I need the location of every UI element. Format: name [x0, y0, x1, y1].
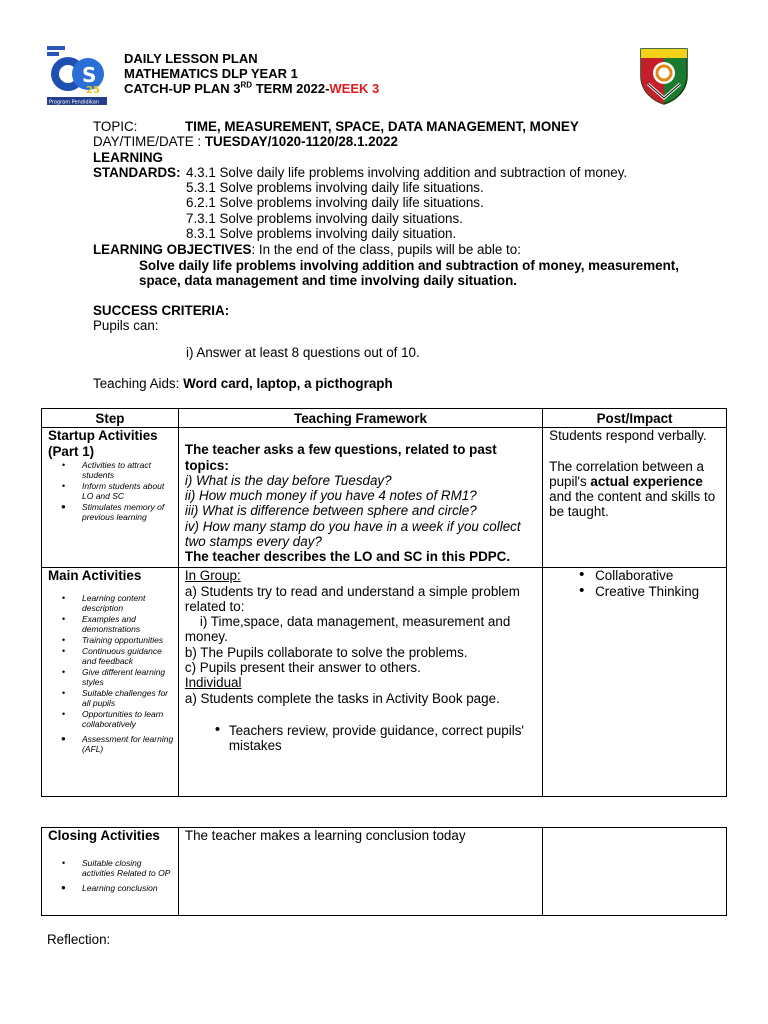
- document-header: [124, 51, 379, 96]
- list-item: • Inform students about LO and SC: [56, 481, 178, 501]
- question-3: iii) What is difference between sphere and circle?: [184, 503, 477, 519]
- header-impact: Post/Impact: [543, 409, 727, 428]
- learning-objectives: LEARNING OBJECTIVES: In the end of the class, pupils will be able to:: [93, 242, 521, 257]
- reflection-label: Reflection:: [47, 932, 111, 947]
- startup-lead: The teacher asks a few questions, related to past topics:: [184, 442, 497, 473]
- header-subject: MATHEMATICS DLP YEAR 1: [124, 66, 298, 81]
- svg-text:25: 25: [86, 85, 100, 96]
- lesson-table: [41, 408, 727, 797]
- list-item: ● Assessment for learning (AFL): [56, 734, 178, 754]
- standard-2: 5.3.1 Solve problems involving daily life situations.: [186, 180, 484, 195]
- main-step-cell: [42, 568, 179, 797]
- header-step: Step: [42, 409, 179, 428]
- startup-notes: [48, 460, 178, 522]
- header-plan: CATCH-UP PLAN 3RD TERM 2022-WEEK 3: [124, 80, 380, 96]
- list-item: • Activities to attract students: [56, 460, 178, 480]
- list-item: • Suitable challenges for all pupils: [56, 688, 178, 708]
- list-item: • Learning content description: [56, 593, 178, 613]
- main-notes: [48, 593, 178, 754]
- closing-step-cell: [42, 828, 179, 916]
- teaching-aids-value: Word card, laptop, a picthograph: [183, 376, 393, 391]
- svg-text:S: S: [82, 63, 97, 87]
- list-item: ● Learning conclusion: [56, 883, 178, 893]
- group-label: In Group:: [184, 568, 241, 584]
- impact-verbal: Students respond verbally.: [549, 428, 707, 444]
- main-framework-cell: [178, 568, 542, 797]
- main-title: Main Activities: [48, 568, 142, 584]
- success-criteria-label: SUCCESS CRITERIA:: [93, 303, 230, 318]
- startup-closing: The teacher describes the LO and SC in this PDPC.: [184, 549, 511, 565]
- list-item: • Suitable closing activities Related to OP: [56, 858, 178, 878]
- individual-a: a) Students complete the tasks in Activity Book page.: [184, 690, 500, 706]
- date-value: TUESDAY/1020-1120/28.1.2022: [204, 134, 398, 149]
- objective-line-2: space, data management and time involving daily situation.: [139, 273, 518, 288]
- closing-title: Closing Activities: [48, 828, 160, 843]
- teaching-aids: Teaching Aids: Word card, laptop, a picthograph: [93, 376, 393, 391]
- closing-notes: [48, 858, 178, 893]
- question-4: iv) How many stamp do you have in a week if you collect two stamps every day?: [184, 518, 521, 550]
- startup-step-cell: [42, 428, 179, 568]
- standard-1: 4.3.1 Solve daily life problems involving addition and subtraction of money.: [186, 165, 628, 180]
- date-line: DAY/TIME/DATE : TUESDAY/1020-1120/28.1.2022: [93, 134, 398, 149]
- review-item: • Teachers review, provide guidance, correct pupils' mistakes: [185, 723, 542, 754]
- group-a: a) Students try to read and understand a simple problem related to:: [184, 583, 520, 614]
- startup-title: Startup Activities: [48, 428, 158, 444]
- main-impact-cell: [543, 568, 727, 797]
- success-criteria-intro: Pupils can:: [93, 318, 159, 333]
- svg-text:Program Pendidikan: Program Pendidikan: [49, 99, 99, 106]
- objective-line-1: Solve daily life problems involving addition and subtraction of money, measurement,: [139, 258, 679, 273]
- list-item: • Examples and demonstrations: [56, 614, 178, 634]
- standard-4: 7.3.1 Solve problems involving daily situations.: [186, 211, 463, 226]
- startup-part: (Part 1): [48, 443, 95, 459]
- header-framework: Teaching Framework: [178, 409, 542, 428]
- group-a-i: i) Time,space, data management, measurement and money.: [184, 614, 511, 645]
- list-item: • Continuous guidance and feedback: [56, 646, 178, 666]
- list-item: • Give different learning styles: [56, 667, 178, 687]
- closing-impact-cell: [543, 828, 727, 916]
- question-1: i) What is the day before Tuesday?: [184, 472, 392, 488]
- individual-label: Individual: [184, 675, 242, 691]
- program-logo: [46, 44, 108, 106]
- impact-correlation: The correlation between a pupil's actual experience and the content and skills to be taught.: [549, 458, 716, 520]
- closing-table: [41, 827, 727, 916]
- topic-line: TOPIC:: [93, 119, 138, 134]
- group-c: c) Pupils present their answer to others.: [184, 660, 421, 676]
- topic-value: TIME, MEASUREMENT, SPACE, DATA MANAGEMENT, MONEY: [185, 119, 579, 134]
- list-item: • Opportunities to learn collaboratively: [56, 709, 178, 729]
- group-b: b) The Pupils collaborate to solve the problems.: [184, 644, 468, 660]
- learning-standards-label: LEARNING STANDARDS:: [93, 150, 181, 181]
- school-emblem: [638, 46, 690, 106]
- list-item: • Training opportunities: [56, 635, 178, 645]
- closing-framework-cell: [178, 828, 542, 916]
- header-title: DAILY LESSON PLAN: [124, 51, 258, 66]
- question-2: ii) How much money if you have 4 notes of RM1?: [184, 488, 477, 504]
- header-week: WEEK 3: [329, 81, 380, 96]
- startup-impact-cell: [543, 428, 727, 568]
- impact-collaborative: • Collaborative: [549, 568, 726, 583]
- closing-text: The teacher makes a learning conclusion today: [184, 828, 466, 843]
- standard-5: 8.3.1 Solve problems involving daily situation.: [186, 226, 457, 241]
- success-criteria-item: i) Answer at least 8 questions out of 10.: [186, 345, 420, 360]
- list-item: ● Stimulates memory of previous learning: [56, 502, 178, 522]
- impact-creative: • Creative Thinking: [549, 584, 726, 599]
- startup-framework-cell: [178, 428, 542, 568]
- standard-3: 6.2.1 Solve problems involving daily life situations.: [186, 195, 484, 210]
